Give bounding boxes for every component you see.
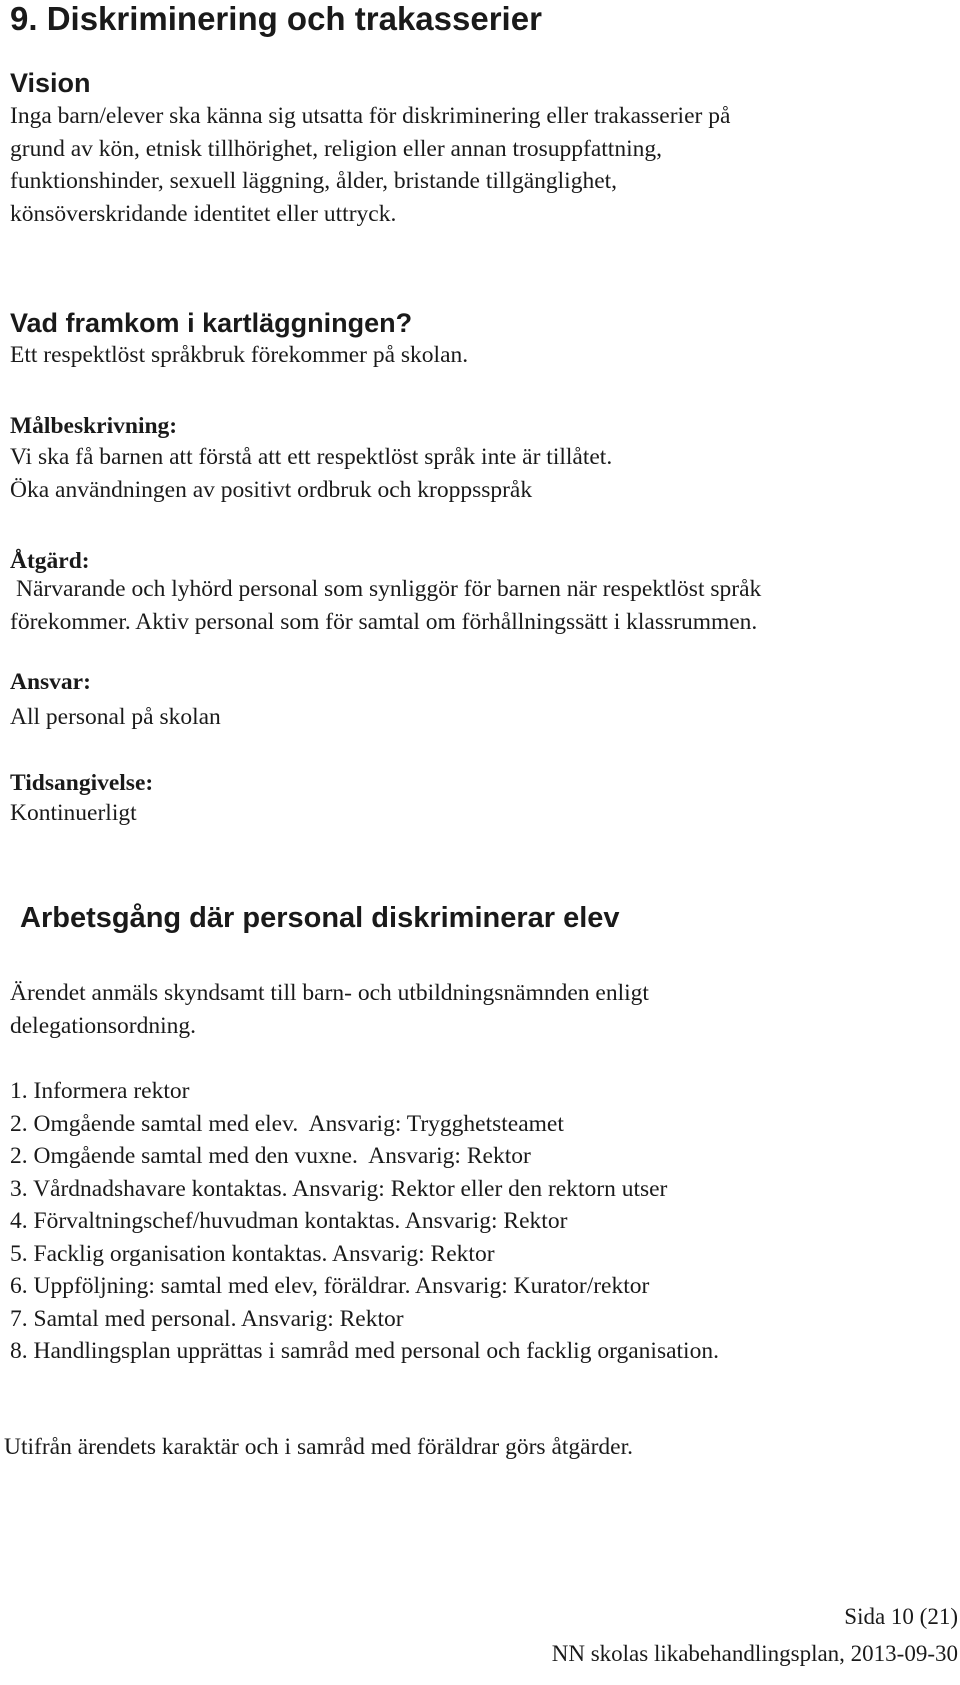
procedure-intro-line: delegationsordning. <box>10 1012 197 1039</box>
page-title: 9. Diskriminering och trakasserier <box>10 0 542 37</box>
procedure-intro <box>10 977 649 1042</box>
procedure-steps <box>10 1075 719 1368</box>
list-item: 3. Vårdnadshavare kontaktas. Ansvarig: Rektor eller den rektorn utser <box>10 1175 668 1202</box>
action-line: Närvarande och lyhörd personal som synliggör för barnen när respektlöst språk <box>16 576 762 602</box>
goal-line: Vi ska få barnen att förstå att ett respektlöst språk inte är tillåtet. <box>10 444 613 470</box>
action-label: Åtgärd: <box>10 548 90 574</box>
survey-text: Ett respektlöst språkbruk förekommer på skolan. <box>10 342 469 368</box>
list-item: 7. Samtal med personal. Ansvarig: Rektor <box>10 1305 404 1332</box>
vision-text <box>10 100 730 230</box>
survey-heading: Vad framkom i kartläggningen? <box>10 308 413 338</box>
vision-heading: Vision <box>10 68 91 98</box>
timeline-text: Kontinuerligt <box>10 800 137 826</box>
list-item: 8. Handlingsplan upprättas i samråd med personal och facklig organisation. <box>10 1338 719 1364</box>
list-item: 2. Omgående samtal med den vuxne. Ansvarig: Rektor <box>10 1143 531 1169</box>
goal-label: Målbeskrivning: <box>10 413 178 439</box>
footer-document-name: NN skolas likabehandlingsplan, 2013-09-30 <box>551 1641 958 1666</box>
vision-line: funktionshinder, sexuell läggning, ålder, bristande tillgänglighet, <box>10 168 618 194</box>
procedure-heading: Arbetsgång där personal diskriminerar elev <box>20 902 620 934</box>
goal-line: Öka användningen av positivt ordbruk och kroppsspråk <box>10 476 533 503</box>
list-item: 5. Facklig organisation kontaktas. Ansvarig: Rektor <box>10 1240 495 1267</box>
goal-text <box>10 441 612 506</box>
action-line: förekommer. Aktiv personal som för samtal om förhållningssätt i klassrummen. <box>10 608 758 635</box>
timeline-label: Tidsangivelse: <box>10 770 154 796</box>
responsibility-text: All personal på skolan <box>10 704 221 730</box>
list-item: 1. Informera rektor <box>10 1078 190 1104</box>
procedure-intro-line: Ärendet anmäls skyndsamt till barn- och utbildningsnämnden enligt <box>10 980 649 1006</box>
vision-line: Inga barn/elever ska känna sig utsatta för diskriminering eller trakasserier på <box>10 103 731 129</box>
list-item: 4. Förvaltningschef/huvudman kontaktas. Ansvarig: Rektor <box>10 1208 568 1234</box>
procedure-conclusion: Utifrån ärendets karaktär och i samråd med föräldrar görs åtgärder. <box>4 1434 633 1460</box>
list-item: 6. Uppföljning: samtal med elev, föräldrar. Ansvarig: Kurator/rektor <box>10 1273 650 1299</box>
vision-line: grund av kön, etnisk tillhörighet, religion eller annan trosuppfattning, <box>10 135 662 162</box>
list-item: 2. Omgående samtal med elev. Ansvarig: Trygghetsteamet <box>10 1110 564 1137</box>
footer-page-number: Sida 10 (21) <box>844 1604 958 1629</box>
action-text <box>10 573 761 638</box>
responsibility-label: Ansvar: <box>10 669 91 695</box>
vision-line: könsöverskridande identitet eller uttryck. <box>10 200 397 227</box>
